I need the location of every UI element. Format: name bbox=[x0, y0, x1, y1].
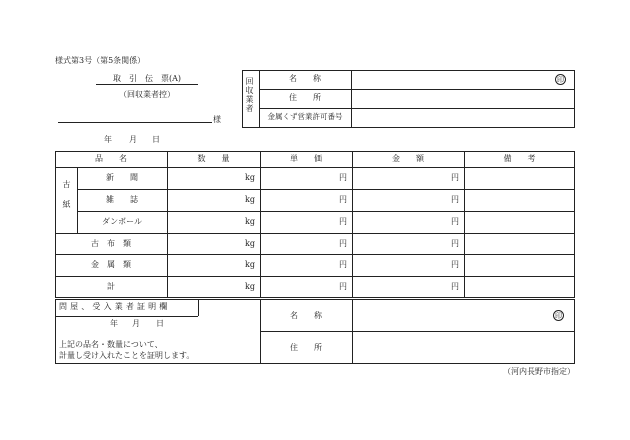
quantity-unit: kg bbox=[245, 195, 255, 204]
title-underline bbox=[96, 84, 198, 85]
designation-note: （河内長野市指定） bbox=[503, 367, 575, 376]
header-date-year: 年 bbox=[104, 135, 112, 144]
quantity-unit: kg bbox=[245, 217, 255, 226]
collector-vertical-label: 回収業者 bbox=[245, 77, 254, 113]
header-remarks: 備 考 bbox=[503, 154, 536, 163]
certifier-name-label: 名 称 bbox=[290, 311, 322, 320]
document-title: 取 引 伝 票(A) bbox=[112, 74, 182, 83]
header-quantity: 数 量 bbox=[197, 154, 230, 163]
quantity-unit: kg bbox=[245, 260, 255, 269]
header-amount: 金 額 bbox=[392, 154, 424, 163]
unit-price-unit: 円 bbox=[339, 260, 347, 269]
form-number: 様式第3号（第5条関係） bbox=[55, 56, 146, 65]
document-subtitle: （回収業者控） bbox=[119, 90, 175, 99]
header-item-name: 品 名 bbox=[95, 154, 127, 163]
unit-price-unit: 円 bbox=[339, 195, 347, 204]
certification-text-line2: 計量し受け入れたことを証明します。 bbox=[59, 351, 195, 360]
addressee-line bbox=[58, 122, 212, 123]
amount-unit: 円 bbox=[451, 239, 459, 248]
item-name: 古 布 類 bbox=[91, 239, 131, 248]
addressee-suffix: 様 bbox=[213, 115, 221, 124]
amount-unit: 円 bbox=[451, 217, 459, 226]
item-name: ダンボール bbox=[102, 217, 142, 226]
item-name: 金 属 類 bbox=[91, 260, 131, 269]
collector-address-label: 住 所 bbox=[289, 93, 321, 102]
certification-title: 問 屋 、 受 入 業 者 証 明 欄 bbox=[59, 302, 168, 311]
header-unit-price: 単 価 bbox=[290, 154, 322, 163]
quantity-unit: kg bbox=[245, 282, 255, 291]
item-name: 計 bbox=[107, 282, 115, 291]
item-name: 新 聞 bbox=[106, 173, 138, 182]
amount-unit: 円 bbox=[451, 282, 459, 291]
group-label-waste-paper: 古紙 bbox=[62, 180, 71, 220]
item-name: 雑 誌 bbox=[106, 195, 138, 204]
amount-unit: 円 bbox=[451, 195, 459, 204]
certification-date-day: 日 bbox=[156, 319, 164, 328]
unit-price-unit: 円 bbox=[339, 217, 347, 226]
quantity-unit: kg bbox=[245, 173, 255, 182]
amount-unit: 円 bbox=[451, 173, 459, 182]
certification-text-line1: 上記の品名・数量について、 bbox=[59, 340, 163, 349]
header-date-month: 月 bbox=[129, 135, 137, 144]
unit-price-unit: 円 bbox=[339, 173, 347, 182]
amount-unit: 円 bbox=[451, 260, 459, 269]
certification-date-month: 月 bbox=[132, 319, 140, 328]
collector-seal-mark: 印 bbox=[557, 76, 564, 84]
quantity-unit: kg bbox=[245, 239, 255, 248]
unit-price-unit: 円 bbox=[339, 282, 347, 291]
unit-price-unit: 円 bbox=[339, 239, 347, 248]
header-date-day: 日 bbox=[152, 135, 160, 144]
collector-name-label: 名 称 bbox=[289, 74, 321, 83]
certifier-seal-mark: 印 bbox=[555, 312, 562, 320]
certifier-address-label: 住 所 bbox=[290, 343, 322, 352]
certification-date-year: 年 bbox=[110, 319, 118, 328]
collector-license-label: 金属くず営業許可番号 bbox=[267, 112, 343, 121]
